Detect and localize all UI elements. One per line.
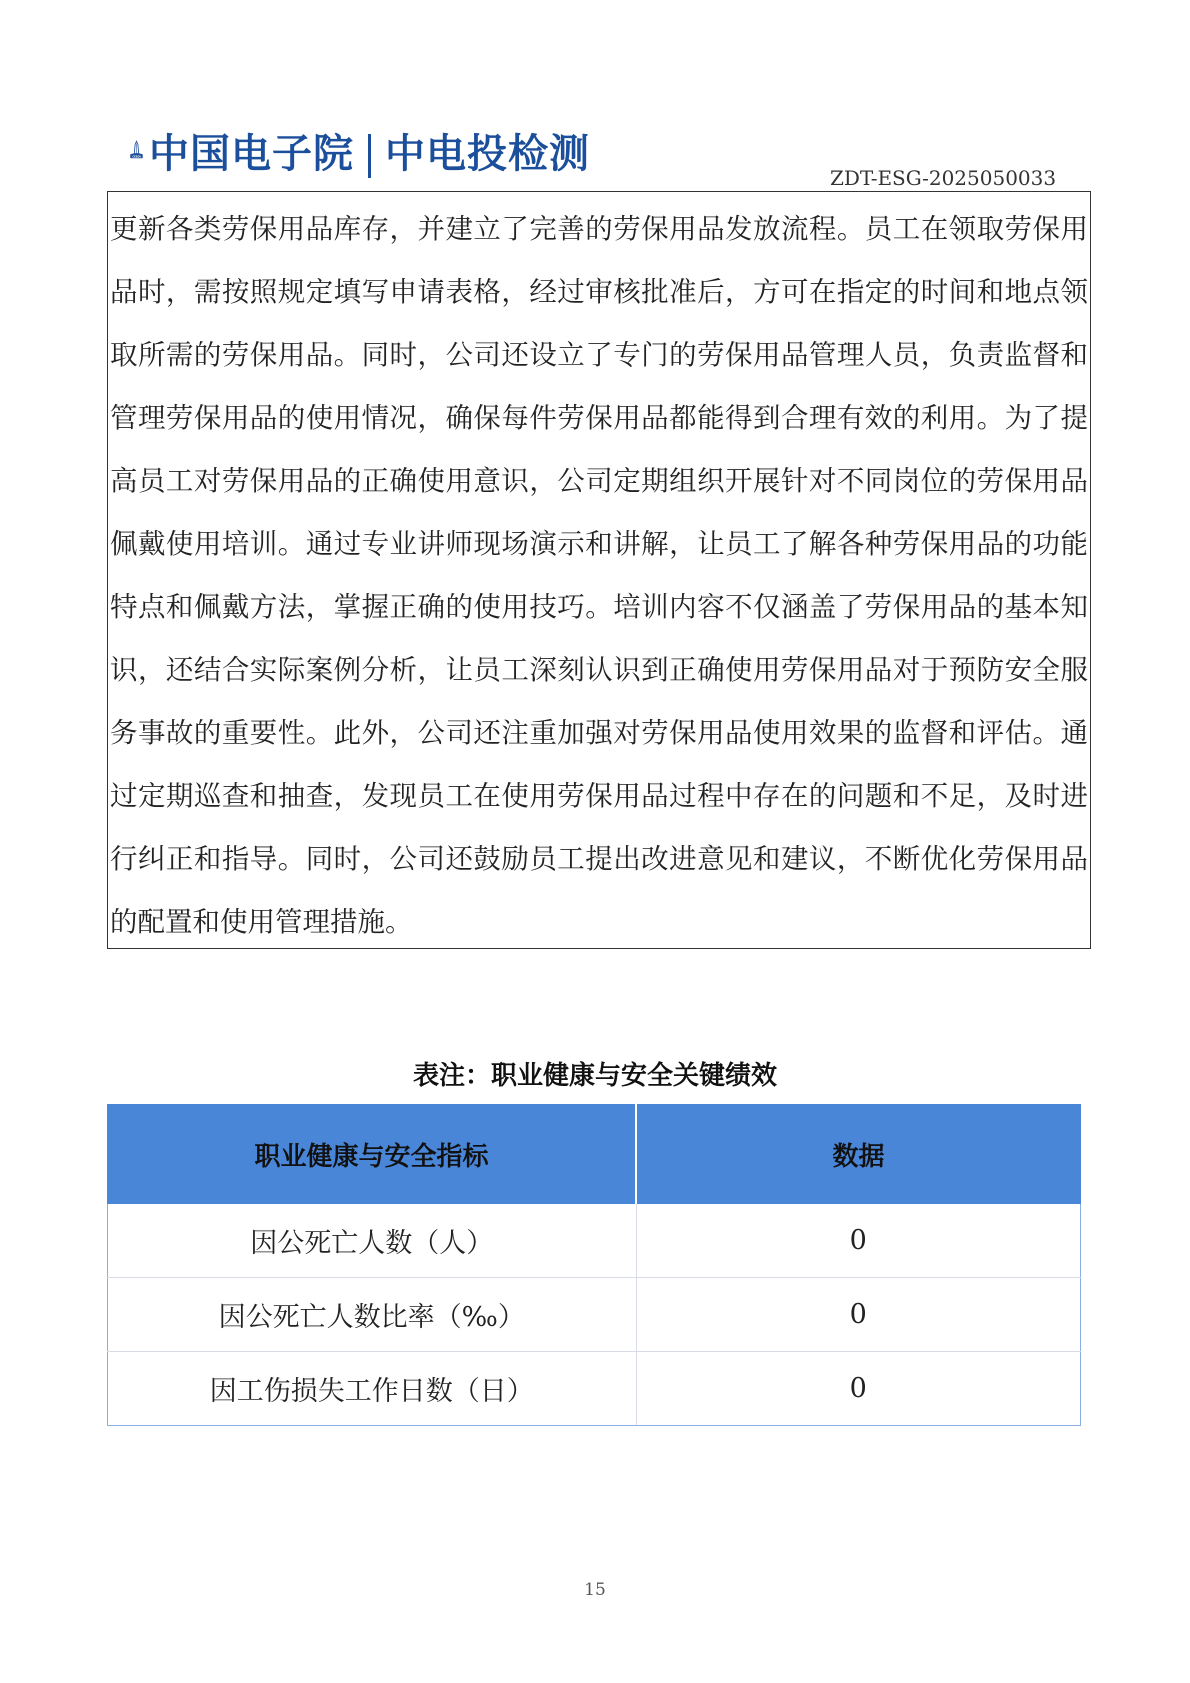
value-cell: 0 — [636, 1204, 1081, 1278]
column-header-metric: 职业健康与安全指标 — [108, 1105, 637, 1204]
metric-cell: 因公死亡人数（人） — [108, 1204, 637, 1278]
table-caption: 表注：职业健康与安全关键绩效 — [412, 1061, 777, 1091]
table-row — [108, 1278, 1081, 1352]
logo-part-1: 中国电子院 — [149, 130, 354, 177]
logo-separator — [368, 134, 371, 178]
value-cell: 0 — [636, 1352, 1081, 1426]
body-line: 识，还结合实际案例分析，让员工深刻认识到正确使用劳保用品对于预防安全服 — [110, 654, 1088, 686]
body-paragraph — [108, 192, 1090, 954]
body-line: 取所需的劳保用品。同时，公司还设立了专门的劳保用品管理人员，负责监督和 — [110, 339, 1088, 371]
page-number: 15 — [584, 1580, 606, 1600]
body-line: 行纠正和指导。同时，公司还鼓励员工提出改进意见和建议，不断优化劳保用品 — [110, 843, 1088, 875]
body-line: 务事故的重要性。此外，公司还注重加强对劳保用品使用效果的监督和评估。通 — [110, 717, 1088, 749]
body-line: 品时，需按照规定填写申请表格，经过审核批准后，方可在指定的时间和地点领 — [110, 276, 1088, 308]
metric-cell: 因公死亡人数比率（‰） — [108, 1278, 637, 1352]
table-row — [108, 1204, 1081, 1278]
document-code: ZDT-ESG-2025050033 — [830, 166, 1057, 190]
table-header-row — [108, 1105, 1081, 1204]
body-line: 特点和佩戴方法，掌握正确的使用技巧。培训内容不仅涵盖了劳保用品的基本知 — [110, 591, 1088, 623]
body-line: 管理劳保用品的使用情况，确保每件劳保用品都能得到合理有效的利用。为了提 — [110, 402, 1088, 434]
metric-cell: 因工伤损失工作日数（日） — [108, 1352, 637, 1426]
value-cell: 0 — [636, 1278, 1081, 1352]
ceedi-tower-icon — [130, 117, 143, 183]
column-header-data: 数据 — [636, 1105, 1081, 1204]
body-line: 更新各类劳保用品库存，并建立了完善的劳保用品发放流程。员工在领取劳保用 — [110, 213, 1088, 245]
kpi-table — [107, 1104, 1081, 1426]
logo-text — [149, 122, 590, 179]
body-line: 高员工对劳保用品的正确使用意识，公司定期组织开展针对不同岗位的劳保用品 — [110, 465, 1088, 497]
body-line: 的配置和使用管理措施。 — [110, 906, 413, 938]
logo-badge-text: CEEDI — [132, 155, 141, 159]
body-line: 佩戴使用培训。通过专业讲师现场演示和讲解，让员工了解各种劳保用品的功能 — [110, 528, 1088, 560]
company-logo — [130, 115, 590, 185]
logo-part-2: 中电投检测 — [385, 130, 590, 177]
table-row — [108, 1352, 1081, 1426]
body-text-box — [107, 191, 1091, 949]
body-line: 过定期巡查和抽查，发现员工在使用劳保用品过程中存在的问题和不足，及时进 — [110, 780, 1088, 812]
